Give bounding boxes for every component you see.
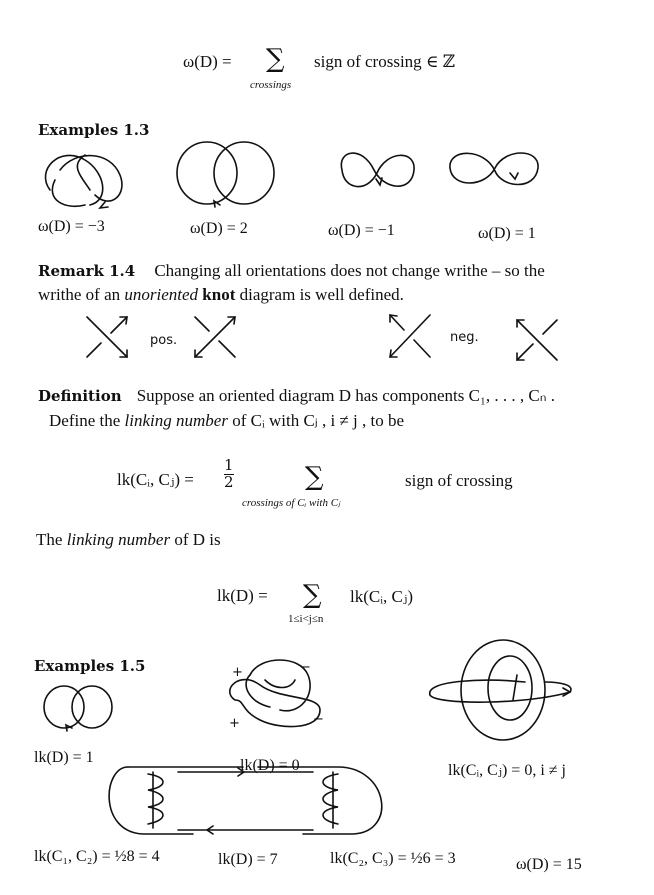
definition-text-a: Define the [49, 411, 121, 430]
trefoil-knot-diagram [30, 140, 140, 215]
lk-total-label: lk(D) = 7 [218, 851, 278, 868]
chain-link-example [98, 762, 418, 844]
three-component-link-example [425, 640, 585, 750]
plus-sign-2: + [229, 716, 240, 731]
hopf-link-label: lk(D) = 1 [34, 749, 94, 766]
pos-label: pos. [150, 333, 178, 348]
sentence-b: of D is [174, 530, 221, 549]
writhe-label-3: ω(D) = −1 [328, 222, 395, 239]
remark-text-a: writhe of an [38, 285, 121, 304]
writhe-label-2: ω(D) = 2 [190, 220, 248, 237]
definition-text-1: Suppose an oriented diagram D has components C₁, . . . , Cₙ . [136, 386, 555, 405]
remark-1-4-line-1 [38, 261, 545, 281]
writhe-sum-subscript: crossings [250, 79, 292, 91]
remark-1-4-heading: Remark 1.4 [38, 262, 136, 280]
linking-number-sentence [36, 530, 221, 550]
minus-sign-2: − [313, 712, 324, 727]
one-half-fraction [224, 458, 234, 491]
lk-pair-formula-lhs: lk(Cᵢ, Cⱼ) = [117, 470, 194, 489]
remark-1-4-text-1: Changing all orientations does not change writhe – so the [154, 261, 545, 280]
examples-1-3-heading: Examples 1.3 [38, 121, 150, 139]
definition-line-2 [49, 411, 404, 431]
writhe-label-1: ω(D) = −3 [38, 218, 105, 235]
hopf-link-diagram [172, 135, 282, 210]
definition-line-1 [38, 386, 555, 406]
sentence-em: linking number [66, 530, 171, 549]
lk-pair-formula-rhs: sign of crossing [405, 471, 513, 490]
remark-1-4-line-2 [38, 285, 404, 305]
minus-sign-1: − [300, 660, 311, 675]
writhe-formula-lhs: ω(D) = [183, 52, 232, 71]
negative-crossing-diagram-b [512, 315, 562, 365]
definition-text-em: linking number [124, 411, 228, 430]
hopf-link-example [42, 683, 122, 733]
lk-total-sum-subscript: 1≤i<j≤n [288, 613, 324, 625]
three-component-label: lk(Cᵢ, Cⱼ) = 0, i ≠ j [448, 762, 566, 779]
fraction-denominator: 2 [224, 472, 234, 491]
writhe-15-label: ω(D) = 15 [516, 856, 582, 873]
whitehead-link-label: lk(D) = 0 [240, 757, 300, 774]
examples-1-5-heading: Examples 1.5 [34, 657, 146, 675]
remark-text-c: diagram is well defined. [239, 285, 404, 304]
positive-crossing-diagram-a [82, 312, 132, 362]
neg-label: neg. [450, 330, 479, 345]
fraction-numerator: 1 [224, 456, 234, 474]
definition-heading: Definition [38, 387, 122, 405]
summation-symbol: ∑ [303, 580, 322, 610]
negative-kink-diagram [332, 145, 422, 200]
sentence-a: The [36, 530, 63, 549]
summation-symbol: ∑ [305, 462, 324, 492]
remark-text-knot: knot [202, 285, 236, 304]
lk-c2-c3-label: lk(C₂, C₃) = ½6 = 3 [330, 850, 456, 867]
positive-kink-diagram [440, 143, 545, 198]
positive-crossing-diagram-b [190, 312, 240, 362]
lk-total-formula-lhs: lk(D) = [217, 586, 268, 605]
remark-text-em: unoriented [124, 285, 199, 304]
lk-pair-sum-subscript: crossings of Cᵢ with Cⱼ [242, 497, 340, 509]
writhe-label-4: ω(D) = 1 [478, 225, 536, 242]
lk-c1-c2-label: lk(C₁, C₂) = ½8 = 4 [34, 848, 160, 865]
summation-symbol: ∑ [266, 44, 285, 74]
lk-total-formula-rhs: lk(Cᵢ, Cⱼ) [350, 587, 413, 606]
plus-sign-1: + [232, 665, 243, 680]
writhe-formula-rhs: sign of crossing ∈ ℤ [314, 52, 456, 71]
negative-crossing-diagram-a [385, 310, 435, 362]
definition-text-b: of Cᵢ with Cⱼ , i ≠ j , to be [232, 411, 405, 430]
